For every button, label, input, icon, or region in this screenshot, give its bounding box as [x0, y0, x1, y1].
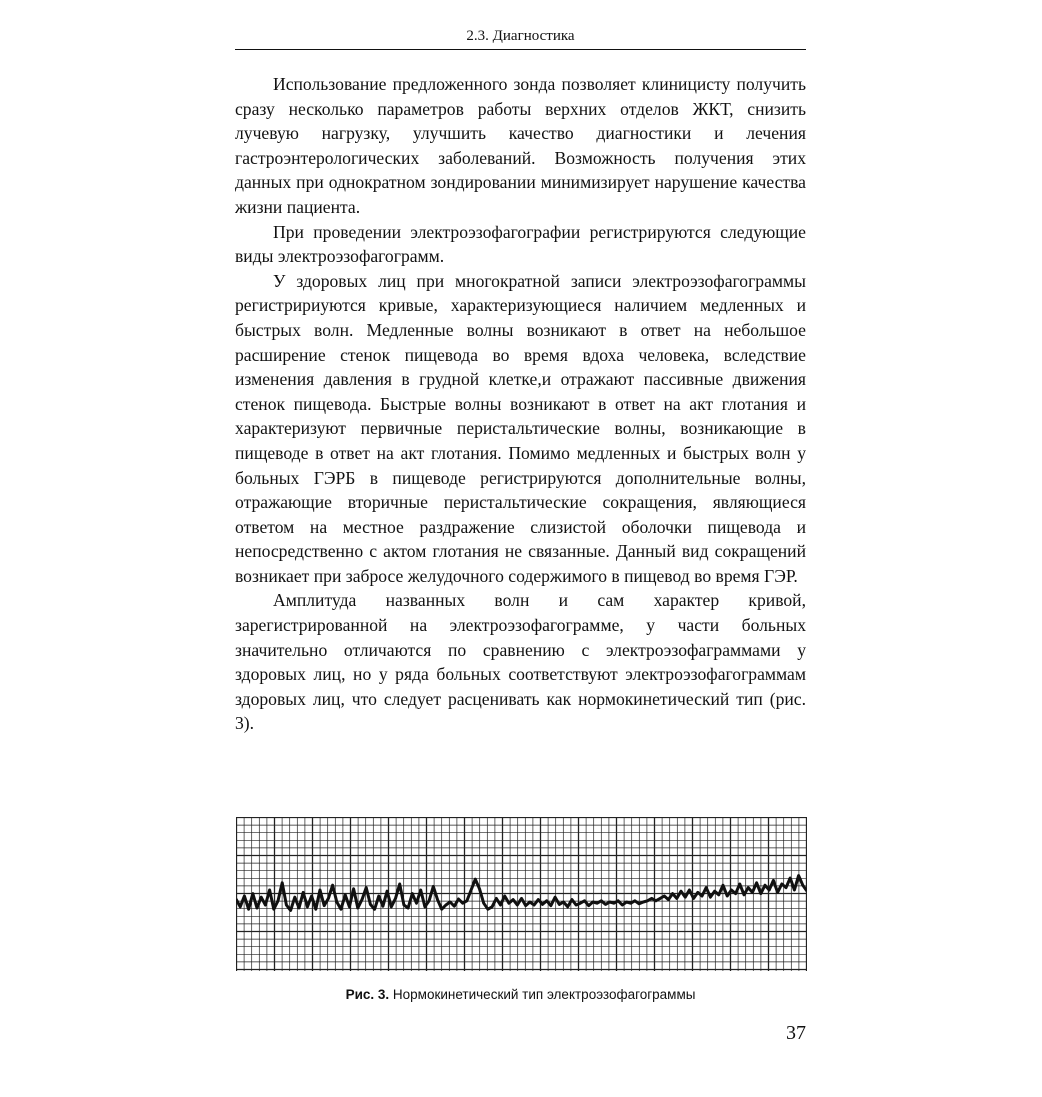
running-head: 2.3. Диагностика — [466, 28, 575, 44]
page-number: 37 — [786, 1022, 806, 1044]
paragraph-3: У здоровых лиц при многократной записи электроэзофагограммы регистририуются кривые, характеризующиеся наличием медленных и быстрых волн. Медленные волны возникают в ответ на небольшое расширение стенок пищевода во время вдоха человека, вследствие изменения давления в грудной клетке,и отражают пассивные движения стенок пищевода. Быстрые волны возникают в ответ на акт глотания и характеризуют первичные перистальтические волны, возникающие в пищеводе в ответ на акт глотания. Помимо медленных и быстрых волн у больных ГЭРБ в пищеводе регистрируются дополнительные волны, отражающие вторичные перистальтические сокращения, являющиеся ответом на местное раздражение слизистой оболочки пищевода и непосредственно с актом глотания не связанные. Данный вид сокращений возникает при забросе желудочного содержимого в пищевод во время ГЭР. — [235, 270, 806, 586]
paragraph-1: Использование предложенного зонда позволяет клиницисту получить сразу несколько параметров работы верхних отделов ЖКТ, снизить лучевую нагрузку, улучшить качество диагностики и лечения гастроэнтерологических заболеваний. Возможность получения этих данных при однократном зондировании минимизирует нарушение качества жизни пациента. — [235, 74, 806, 217]
figure-caption — [235, 985, 806, 1005]
header-rule — [235, 49, 806, 50]
paragraph-2: При проведении электроэзофагографии регистрируются следующие виды электроэзофагограмм. — [235, 221, 806, 267]
figure-3 — [236, 817, 807, 971]
electroesophagogram-figure — [236, 817, 807, 971]
figure-caption-text: Нормокинетический тип электроэзофагограммы — [392, 987, 696, 1002]
figure-label: Рис. 3. — [345, 987, 390, 1002]
body-text — [235, 72, 806, 736]
paragraph-4: Амплитуда названных волн и сам характер кривой, зарегистрированной на электроэзофагограмме, у части больных значительно отличаются по сравнению с электроэзофаграммами у здоровых лиц, но у ряда больных соответствуют электроэзофагограммам здоровых лиц, что следует расценивать как нормокинетический тип (рис. 3). — [235, 590, 806, 734]
